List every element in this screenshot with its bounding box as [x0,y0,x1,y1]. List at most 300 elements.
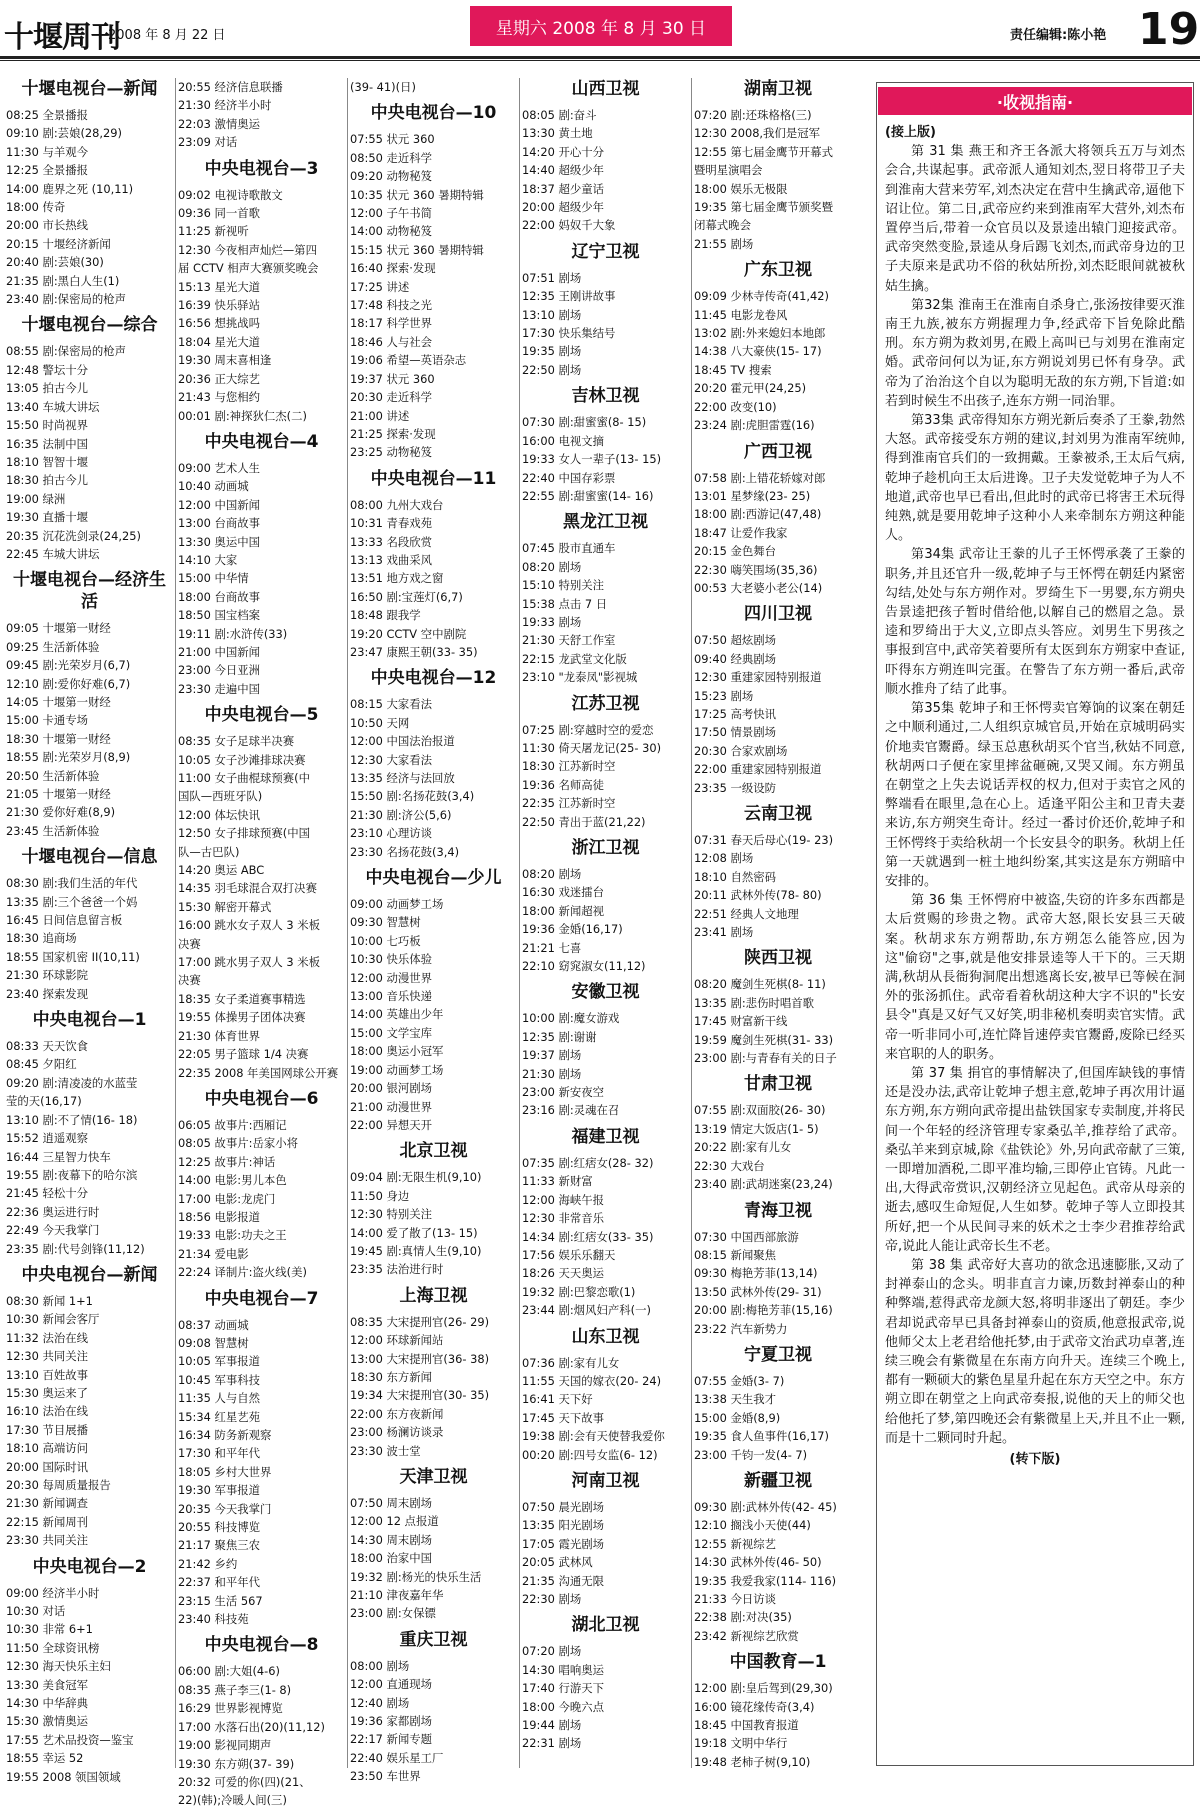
program-listing: 00:53 大老婆小老公(14) [694,580,823,595]
program-listing: 16:29 世界影视博览 [178,1701,283,1716]
program-listing: 17:30 和平年代 [178,1446,261,1461]
program-listing: 23:40 科技苑 [178,1612,249,1627]
program-listing: 20:00 超级少年 [522,200,605,215]
program-listing: 12:35 王刚讲故事 [522,289,616,304]
program-listing: 21:25 探索·发现 [350,426,436,441]
program-listing: 22:38 剧:对决(35) [694,1610,792,1625]
program-listing: 19:38 剧:会有天使替我爱你 [522,1429,665,1444]
schedule-column [520,78,692,1768]
program-listing: 21:33 今日访谈 [694,1592,777,1606]
program-listing: 18:00 奥运小冠军 [350,1044,444,1059]
program-listing: 23:40 剧:保密局的枪声 [6,292,127,307]
program-listing: 21:43 与您相约 [178,390,261,405]
program-listing: 08:05 故事片:岳家小将 [178,1136,299,1151]
program-listing: 12:00 体坛快讯 [178,807,261,822]
program-listing: 23:35 一级设防 [694,780,777,795]
program-listing: 23:40 剧:武胡迷案(23,24) [694,1177,833,1192]
program-listing: 12:55 第七届金鹰节开幕式 [694,144,833,159]
program-listing: 14:40 超级少年 [522,163,605,178]
program-listing: 23:10 "龙泰凤"影视城 [522,670,638,685]
program-listing: 07:25 剧:穿越时空的爱恋 [522,722,654,737]
program-listing: 13:05 拍古今儿 [6,381,89,396]
program-listing: 22:00 东方夜新闻 [350,1406,444,1421]
program-listing: 14:30 唱响奥运 [522,1662,605,1677]
program-listing: 22:40 娱乐星工厂 [350,1750,444,1765]
program-listing: 12:30 共同关注 [6,1349,89,1364]
program-listing: 12:00 环球新闻站 [350,1333,444,1348]
program-listing: 18:55 国家机密 II(10,11) [6,949,140,964]
channel-heading: 山西卫视 [571,79,640,99]
program-listing: 21:30 天舒工作室 [522,633,616,648]
channel-heading: 中央电视台—2 [32,1556,147,1577]
program-listing: 21:55 剧场 [694,236,754,251]
program-listing: 18:37 超少童话 [522,181,605,196]
program-listing: 23:15 生活 567 [178,1593,263,1608]
channel-heading: 宁夏卫视 [744,1344,812,1365]
program-listing: 09:30 梅艳芳菲(13,14) [694,1266,818,1281]
program-listing: 13:10 百姓故事 [6,1367,89,1382]
program-listing: 18:00 剧:西游记(47,48) [694,507,822,522]
program-listing: 17:45 财富新干线 [694,1014,788,1029]
program-listing: 18:10 智智十堰 [6,454,89,469]
channel-heading: 广西卫视 [744,441,812,462]
program-listing: 22:24 译制片:盗火线(美) [178,1265,307,1280]
channel-heading: 辽宁卫视 [571,241,640,262]
program-listing: 16:45 日间信息留言板 [6,913,123,928]
program-listing: 16:50 剧:宝莲灯(6,7) [350,589,463,604]
program-listing: 08:15 大家看法 [350,697,433,712]
program-listing: 18:45 中国教育报道 [694,1718,799,1733]
program-listing: 12:30 今夜相声灿烂—第四 [178,242,317,257]
program-listing: 12:00 动漫世界 [350,970,433,985]
program-listing: 14:05 十堰第一财经 [6,694,111,709]
episode-synopsis: 第34集 武帝让王豢的儿子王怀愕承袭了王豢的职务,并且还官升一级,乾坤子与王怀愕在朝廷内紧密勾结,处处与东方朔作对。罗绮生下一男婴,东方朔央告景逵把孩子暂时借给他,以解自己的燃眉之急。景逵和罗绮出于大义,立即点头答应。刘男生下男孩之事报到宫中,武帝笑着要所有太医到东方朔家中查证,吓得东方朔连叫完蛋。在警告了东方朔一番后,武帝顺水推舟了结了此事。 [885,547,1185,697]
program-listing: 20:32 可爱的你(四)(21、 [178,1774,311,1789]
channel-heading: 浙江卫视 [571,838,640,858]
program-listing: 18:30 拍古今儿 [6,473,89,488]
program-listing: 08:25 全景播报 [6,108,89,122]
program-listing: 11:50 全球资讯榜 [6,1640,100,1655]
program-listing: 17:56 娱乐乐翻天 [522,1247,616,1262]
program-listing: 决赛 [178,973,201,988]
newspaper-name: 十堰周刊 [4,20,120,55]
program-listing: 09:36 同一首歌 [178,206,261,221]
program-listing: 14:00 英雄出少年 [350,1007,444,1022]
program-listing: 23:00 剧:与青春有关的日子 [694,1051,837,1066]
channel-heading: 中央电视台—新闻 [21,1264,158,1285]
program-listing: 10:45 军事科技 [178,1372,261,1387]
program-listing: 13:50 武林外传(29- 31) [694,1284,822,1299]
channel-heading: 十堰电视台—新闻 [21,79,158,99]
program-listing: 10:05 女子沙滩排球决赛 [178,752,306,767]
program-listing: 13:40 车城大讲坛 [6,399,100,414]
program-listing: 15:13 星光大道 [178,279,261,294]
program-listing: 23:30 波士堂 [350,1443,421,1458]
program-listing: 11:33 新财富 [522,1174,593,1189]
issue-date: 2008 年 8 月 22 日 [108,28,226,43]
episode-synopsis: 第35集 乾坤子和王怀愕卖官筹饷的议案在朝廷之中顺利通过,二人组织京城官员,开始在京城明码实价地卖官鬻爵。绿玉总惠秋胡买个官当,秋姑不同意,秋胡两口子便在家里摔盆砸碗,又哭又闹。东方朔虽在朝堂之上失去说话弄权的权力,但对于卖官之风的弊端看在眼里,急在心上。适逢平阳公主和卫青夫妻来访,东方朔突生奇计。经过一番讨价还价,乾坤子和王怀愕终于卖给秋胡一个长安县令的职务。秋胡上任第一天就遇到一桩土地纠纷案,其实这是东方朔暗中安排的。 [885,701,1185,889]
program-listing: 12:00 中国法治报道 [350,734,455,749]
program-listing: 15:38 点击 7 日 [522,596,608,611]
program-listing: 23:16 剧:灵魂在召 [522,1103,620,1118]
program-listing: 12:30 海天快乐主妇 [6,1659,111,1674]
program-listing: 20:30 每周质量报告 [6,1478,111,1492]
program-listing: 14:34 剧:红痞女(33- 35) [522,1229,654,1244]
program-listing: 07:30 中国西部旅游 [694,1229,799,1244]
program-listing: 14:00 电影:男儿本色 [178,1173,287,1188]
program-listing: 16:00 镜花缘传奇(3,4) [694,1699,815,1714]
channel-heading: 吉林卫视 [571,386,640,407]
program-listing: 22:50 剧场 [522,362,582,377]
program-listing: 16:10 法治在线 [6,1404,89,1419]
program-listing: 15:52 逍遥观察 [6,1131,89,1146]
program-listing: 19:37 状元 360 [350,371,435,386]
program-listing: 16:39 快乐驿站 [178,298,261,313]
program-listing: 16:34 防务新观察 [178,1428,272,1442]
program-listing: 12:25 故事片:神话 [178,1154,276,1169]
program-listing: 22:40 中国存彩票 [522,470,616,485]
program-listing: 12:00 剧:皇后驾到(29,30) [694,1681,833,1696]
program-listing: 20:15 金色舞台 [694,544,777,559]
program-listing: 22:35 江苏新时空 [522,796,616,811]
program-listing: 16:00 电视文摘 [522,433,605,448]
program-listing: 11:00 女子曲棍球预赛(中 [178,771,311,785]
program-listing: 19:33 电影:功夫之王 [178,1228,287,1243]
program-listing: 13:10 剧场 [522,307,582,322]
program-listing: 20:22 剧:家有儿女 [694,1140,792,1155]
program-listing: 17:05 霞光剧场 [522,1536,605,1551]
schedule-column [176,78,348,1808]
program-listing: 08:30 新闻 1+1 [6,1293,93,1308]
program-listing: 13:02 剧:外来媳妇本地郎 [694,326,826,341]
program-listing: 22:00 改变(10) [694,399,777,414]
header-rule-thin [0,60,1200,61]
program-listing: 08:35 大宋提刑官(26- 29) [350,1314,490,1329]
channel-heading: 云南卫视 [744,804,812,824]
program-listing: 23:10 心理访谈 [350,826,433,841]
program-listing: 09:02 电视诗歌散文 [178,187,283,202]
program-listing: 19:55 体操男子团体决赛 [178,1010,306,1025]
program-listing: 12:30 非常音乐 [522,1211,605,1226]
program-listing: 23:00 杨澜访谈录 [350,1425,444,1440]
program-listing: 22:35 2008 年美国网球公开赛 [178,1065,339,1080]
program-listing: 12:00 海峡午报 [522,1192,605,1207]
program-listing: 07:30 剧:甜蜜蜜(8- 15) [522,415,647,430]
program-listing: 07:58 剧:上错花轿嫁对郎 [694,470,826,485]
program-listing: 12:10 剧:爱你好难(6,7) [6,676,131,691]
program-listing: 21:10 津夜嘉年华 [350,1588,444,1603]
program-listing: 22:03 激情奥运 [178,116,261,131]
program-listing: 08:33 天天饮食 [6,1039,89,1054]
program-listing: 19:36 家都剧场 [350,1714,433,1729]
program-listing: 决赛 [178,936,201,951]
program-listing: 18:50 国宝档案 [178,608,261,623]
program-listing: 07:55 剧:双面胶(26- 30) [694,1103,826,1118]
program-listing: 14:35 羽毛球混合双打决赛 [178,881,317,896]
program-listing: 20:11 武林外传(78- 80) [694,888,822,903]
program-listing: 20:40 剧:芸娘(30) [6,255,104,270]
program-listing: 11:32 法治在线 [6,1330,89,1345]
program-listing: 11:35 人与自然 [178,1391,261,1406]
header-rule [0,56,1200,59]
program-listing: 12:50 女子排球预赛(中国 [178,826,311,841]
program-listing: 10:31 青春戏苑 [350,516,433,531]
program-listing: 08:55 剧:保密局的枪声 [6,344,127,359]
program-listing: 08:00 九州大戏台 [350,497,444,512]
program-listing: 21:30 新闻调查 [6,1496,89,1511]
program-listing: 13:35 剧:悲伤时唱首歌 [694,995,815,1010]
program-listing: 20:35 今天我掌门 [178,1501,272,1516]
program-listing: 23:09 对话 [178,135,238,150]
program-listing: 10:50 天网 [350,715,410,730]
program-listing: 19:11 剧:水浒传(33) [178,626,288,641]
program-listing: 07:50 超炫剧场 [694,633,777,648]
program-listing: 13:30 奥运中国 [178,534,261,549]
program-listing: 11:25 新视听 [178,224,249,239]
program-listing: 13:19 情定大饭店(1- 5) [694,1121,819,1136]
program-listing: 19:35 食人鱼事件(16,17) [694,1429,829,1444]
program-listing: 22:51 经典人文地理 [694,906,799,921]
program-listing: 16:56 想挑战吗 [178,316,261,331]
episode-synopsis: 第 31 集 燕王和齐王各派大将领兵五万与刘杰会合,共谋起事。武帝派人通知刘杰,翌日将带卫子夫到淮南大营来劳军,刘杰决定在营中生擒武帝,逼他下诏让位。第二日,武帝应约来到淮南军大营外,刘杰布置停当后,带着一众官员以及景逵出辕门迎接武帝。武帝突然变脸,景逵从身后踢飞刘杰,而武帝身边的卫子夫原来是武功不俗的秋姑所扮,刘杰眨眼间就被秋姑生擒。 [885,144,1185,294]
program-listing: 08:15 新闻聚焦 [694,1247,777,1262]
program-listing: 21:00 动漫世界 [350,1099,433,1114]
channel-heading: 青海卫视 [744,1200,812,1221]
channel-heading: 山东卫视 [571,1326,640,1347]
program-listing: 18:30 东方新闻 [350,1369,433,1384]
tv-schedule-columns [4,78,866,1808]
program-listing: 12:00 12 点报道 [350,1514,439,1529]
program-listing: 22:49 今天我掌门 [6,1223,100,1238]
program-listing: 19:37 剧场 [522,1048,582,1063]
program-listing: 17:25 高考快讯 [694,706,777,721]
program-listing: 20:35 沉花洗剑录(24,25) [6,528,141,543]
program-listing: 18:30 追商场 [6,931,77,946]
program-listing: 09:20 动物秘笈 [350,169,433,184]
channel-heading: 中央电视台—少儿 [365,868,502,889]
program-listing: 18:05 乡村大世界 [178,1464,272,1479]
program-listing: 00:01 剧:神探狄仁杰(二) [178,408,307,423]
program-listing: 20:30 走近科学 [350,390,433,405]
channel-heading: 福建卫视 [571,1126,640,1147]
program-listing: 17:40 行游天下 [522,1681,605,1696]
program-listing: 21:21 七喜 [522,940,582,955]
program-listing: 18:10 高端访问 [6,1441,89,1456]
program-listing: 08:45 夕阳红 [6,1057,77,1072]
program-listing: 22:30 大戏台 [694,1158,765,1173]
program-listing: 12:48 警坛十分 [6,362,89,377]
program-listing: 19:36 金婚(16,17) [522,922,623,937]
program-listing: 22:55 剧:甜蜜蜜(14- 16) [522,488,654,503]
program-listing: 20:00 市长热线 [6,218,89,233]
program-listing: 09:30 智慧树 [350,915,421,930]
program-listing: 17:48 科技之光 [350,298,433,313]
program-listing: 14:30 武林外传(46- 50) [694,1555,822,1570]
program-listing: 19:35 剧场 [522,344,582,359]
program-listing: 08:35 女子足球半决赛 [178,734,295,749]
program-listing: 12:30 大家看法 [350,752,433,767]
program-listing: 08:00 剧场 [350,1658,410,1673]
program-listing: 21:30 剧:济公(5,6) [350,807,452,822]
episode-synopsis: 第 36 集 王怀愕府中被盗,失窃的许多东西都是太后赏赐的珍贵之物。武帝大怒,限长安县三天破案。秋胡求东方朔帮助,东方朔怎么能答应,因为这"偷窃"之事,就是他安排景逵等人干下的。三天期满,秋胡从長衙狗洞爬出想逃离长安,被早已等候在洞外的张汤抓住。武帝看着秋胡这种大字不识的"长安县令"真是又好气又好笑,明非秘机奏明卖官实情。武帝一听非同小可,连忙降旨速停卖官鬻爵,废除已经买来官职的人的职务。 [885,893,1185,1062]
program-listing: 11:55 天国的嫁衣(20- 24) [522,1373,662,1388]
program-listing: 13:30 美食冠军 [6,1677,89,1692]
program-listing: 17:55 艺术品投资—鉴宝 [6,1732,134,1747]
program-listing: 13:30 黄土地 [522,126,593,141]
program-listing: 15:30 激情奥运 [6,1714,89,1729]
program-listing: 19:33 女人一辈子(13- 15) [522,452,662,467]
program-listing: 09:20 剧:清凌凌的水蓝莹 [6,1075,138,1090]
program-listing: 23:45 生活新体验 [6,823,100,838]
program-listing: 闭幕式晚会 [694,218,751,233]
program-listing: 19:30 东方朔(37- 39) [178,1756,295,1771]
program-listing: 14:20 开心十分 [522,144,605,159]
program-listing: 21:00 中国新闻 [178,644,261,659]
program-listing: 19:34 大宋提刑官(30- 35) [350,1388,490,1403]
program-listing: 15:10 特别关注 [522,578,605,593]
program-listing: 12:35 剧:谢谢 [522,1029,597,1044]
program-listing: 23:00 新安夜空 [522,1085,605,1100]
program-listing: 07:31 春天后母心(19- 23) [694,833,834,847]
channel-heading: 中央电视台—10 [370,103,497,124]
program-listing: 19:45 剧:真情人生(9,10) [350,1243,482,1258]
channel-heading: 中国教育—1 [729,1652,827,1673]
program-listing: 15:50 剧:名扬花鼓(3,4) [350,789,475,804]
program-listing: 22:45 车城大讲坛 [6,546,100,561]
program-listing: 13:01 星梦缘(23- 25) [694,488,811,503]
program-listing: 20:00 国际时讯 [6,1459,89,1474]
program-listing: 18:00 今晚六点 [522,1699,605,1714]
program-listing: 22:31 剧场 [522,1736,582,1751]
program-listing: 22:00 妈奴千大象 [522,218,616,233]
program-listing: 11:30 与羊观今 [6,144,89,159]
program-listing: 06:00 剧:大姐(4-6) [178,1664,280,1679]
program-listing: 07:51 剧场 [522,270,582,285]
channel-heading: 湖南卫视 [744,79,812,99]
program-listing: 12:25 全景播报 [6,163,89,178]
channel-heading: 四川卫视 [744,604,812,625]
program-listing: 20:50 生活新体验 [6,768,100,783]
program-listing: 18:45 TV 搜索 [694,362,772,377]
guide-intro: (接上版) [885,125,936,140]
channel-heading: 北京卫视 [399,1141,468,1162]
program-listing: 15:00 卡通专场 [6,713,89,728]
program-listing: 18:00 新闻超视 [522,903,605,918]
program-listing: 19:00 影视同期声 [178,1738,272,1753]
program-listing: 22:00 异想天开 [350,1117,433,1132]
program-listing: 21:00 讲述 [350,408,410,423]
channel-heading: 中央电视台—12 [370,668,497,689]
program-listing: 17:00 电影:龙虎门 [178,1191,276,1206]
program-listing: 17:45 天下故事 [522,1410,605,1425]
channel-heading: 广东卫视 [744,260,812,281]
program-listing: 22:37 和平年代 [178,1575,261,1590]
program-listing: 12:30 重建家园特别报道 [694,670,822,685]
program-listing: 14:10 大家 [178,552,238,567]
program-listing: 12:00 直通现场 [350,1677,433,1692]
program-listing: 15:30 解密开幕式 [178,899,272,914]
channel-heading: 中央电视台—1 [32,1010,147,1031]
program-listing: 07:20 剧:还珠格格(三) [694,108,812,122]
program-listing: 09:40 经典剧场 [694,651,777,666]
channel-heading: 中央电视台—3 [204,158,319,179]
program-listing: 19:55 2008 领国领域 [6,1769,121,1784]
program-listing: 18:10 自然密码 [694,869,777,884]
program-listing: 18:00 传奇 [6,200,66,215]
program-listing: 18:56 电影报道 [178,1209,261,1224]
channel-heading: 河南卫视 [571,1470,640,1491]
viewing-guide-title: ·收视指南· [878,87,1192,115]
program-listing: 16:41 天下好 [522,1392,593,1407]
program-listing: 队—古巴队) [178,844,240,859]
program-listing: 15:00 文学宝库 [350,1025,433,1040]
program-listing: 10:30 对话 [6,1604,66,1619]
program-listing: 19:35 第七届金鹰节颁奖暨 [694,200,833,215]
program-listing: 07:35 剧:红痞女(28- 32) [522,1155,654,1170]
channel-heading: 中央电视台—7 [204,1288,319,1309]
channel-heading: 中央电视台—11 [370,468,497,489]
program-listing: 18:48 跟我学 [350,608,421,623]
channel-heading: 甘肃卫视 [744,1074,812,1095]
program-listing: 19:06 希望—英语杂志 [350,353,467,368]
program-listing: 08:35 燕子李三(1- 8) [178,1682,292,1697]
program-listing: 07:36 剧:家有儿女 [522,1355,620,1370]
channel-heading: 新疆卫视 [744,1470,812,1491]
program-listing: 14:20 奥运 ABC [178,863,265,878]
page-number: 19 [1138,4,1200,55]
program-listing: 22:15 龙武堂文化版 [522,651,627,666]
channel-heading: 中央电视台—4 [204,431,319,452]
channel-heading: 十堰电视台—信息 [21,847,158,868]
program-listing: 20:55 科技博览 [178,1520,261,1535]
program-listing: 14:30 周末剧场 [350,1532,433,1547]
program-listing: 09:08 智慧树 [178,1335,249,1350]
program-listing: 19:30 周末喜相逢 [178,353,272,368]
channel-heading: 黑龙江卫视 [563,512,648,533]
program-listing: 10:00 剧:魔女游戏 [522,1011,620,1026]
program-listing: 19:32 剧:杨光的快乐生活 [350,1569,482,1584]
program-listing: 09:00 动画梦工场 [350,897,444,912]
program-listing: 19:30 直播十堰 [6,510,89,525]
program-listing: 19:00 动画梦工场 [350,1062,444,1077]
program-listing: 17:25 讲述 [350,279,410,294]
channel-heading: 中央电视台—6 [204,1088,319,1109]
program-listing: 23:30 共同关注 [6,1533,89,1548]
program-listing: 15:15 状元 360 暑期特辑 [350,242,484,257]
program-listing: 12:30 2008,我们是冠军 [694,126,821,141]
program-listing: 10:30 新闻会客厅 [6,1312,100,1327]
page-header [0,0,1200,64]
program-listing: 莹的天(16,17) [6,1094,82,1109]
program-listing: 19:20 CCTV 空中剧院 [350,626,467,641]
program-listing: 13:13 戏曲采风 [350,552,433,567]
program-listing: 20:55 经济信息联播 [178,80,283,94]
program-listing: 06:05 故事片:西厢记 [178,1117,287,1132]
program-listing: 17:00 水落石出(20)(11,12) [178,1719,325,1734]
program-listing: 13:00 台商故事 [178,516,261,531]
program-listing: 21:42 乡约 [178,1556,238,1571]
channel-heading: 陕西卫视 [744,948,812,969]
program-listing: 23:42 新视综艺欣赏 [694,1628,799,1643]
broadcast-date-banner: 星期六 2008 年 8 月 30 日 [470,6,732,46]
program-listing: 09:25 生活新体验 [6,639,100,654]
program-listing: 22:30 剧场 [522,1592,582,1606]
program-listing: 20:05 武林风 [522,1555,593,1570]
program-listing: 21:35 沟通无限 [522,1573,605,1588]
program-listing: 23:24 剧:虎胆雷霆(16) [694,418,815,433]
program-listing: 09:45 剧:光荣岁月(6,7) [6,658,131,673]
program-listing: 18:35 女子柔道赛事精选 [178,991,306,1006]
